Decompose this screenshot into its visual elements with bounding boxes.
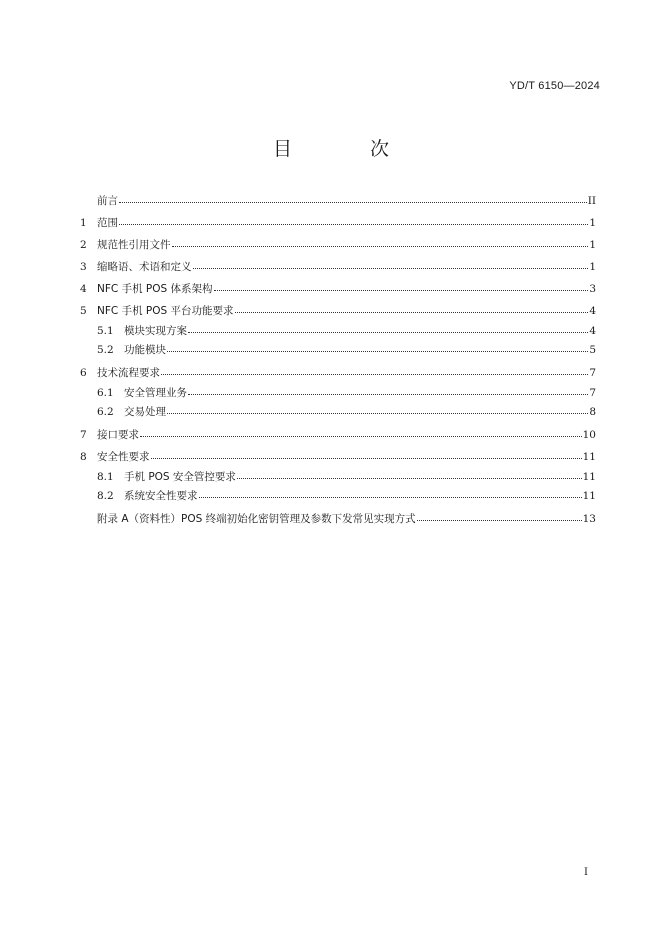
toc-entry[interactable]	[80, 234, 596, 256]
toc-entry[interactable]	[80, 362, 596, 384]
toc-entry-label: NFC 手机 POS 体系架构	[97, 283, 213, 295]
toc-entry-page-number: 11	[582, 451, 596, 463]
toc-entry-label: 附录 A（资料性）POS 终端初始化密钥管理及参数下发常见实现方式	[97, 513, 416, 525]
toc-entry-label: 技术流程要求	[97, 367, 160, 379]
toc-entry-label: 前言	[97, 195, 118, 207]
toc-entry-number: 8	[80, 451, 87, 463]
toc-entry-page-number: 4	[589, 325, 596, 337]
toc-entry[interactable]	[80, 403, 596, 422]
toc-entry-page-number: 13	[582, 513, 596, 525]
toc-entry-label: 模块实现方案	[124, 325, 187, 337]
toc-entry-page-number: 1	[589, 239, 596, 251]
toc-entry[interactable]	[80, 278, 596, 300]
toc-entry[interactable]	[80, 300, 596, 322]
toc-entry-label: 安全性要求	[97, 451, 150, 463]
toc-entry-label: 手机 POS 安全管控要求	[124, 471, 236, 483]
toc-dot-leader	[199, 489, 582, 499]
toc-entry[interactable]	[80, 424, 596, 446]
toc-entry-page-number: 3	[589, 283, 596, 295]
toc-entry-number: 4	[80, 283, 87, 295]
document-code: YD/T 6150—2024	[509, 80, 600, 92]
toc-entry-label: 规范性引用文件	[97, 239, 171, 251]
toc-entry-label: 系统安全性要求	[124, 490, 198, 502]
toc-entry-page-number: 5	[589, 344, 596, 356]
toc-entry[interactable]	[80, 341, 596, 360]
toc-entry[interactable]	[80, 384, 596, 403]
toc-dot-leader	[214, 282, 589, 292]
table-of-contents	[80, 190, 596, 530]
toc-dot-leader	[417, 512, 582, 522]
toc-entry-number: 5	[80, 305, 87, 317]
toc-dot-leader	[140, 428, 582, 438]
toc-entry-page-number: 1	[589, 217, 596, 229]
toc-dot-leader	[119, 194, 587, 204]
toc-dot-leader	[237, 470, 582, 480]
toc-entry[interactable]	[80, 508, 596, 530]
toc-entry-number: 2	[80, 239, 87, 251]
toc-entry-page-number: 8	[589, 406, 596, 418]
toc-entry-number: 5.2	[97, 344, 114, 356]
toc-entry[interactable]	[80, 487, 596, 506]
toc-entry-number: 6.2	[97, 406, 114, 418]
toc-title: 目 次	[272, 138, 426, 160]
toc-entry-label: 范围	[97, 217, 118, 229]
toc-dot-leader	[151, 450, 582, 460]
toc-entry-page-number: 7	[589, 387, 596, 399]
toc-entry-number: 6	[80, 367, 87, 379]
toc-entry[interactable]	[80, 256, 596, 278]
toc-entry-number: 6.1	[97, 387, 114, 399]
toc-entry[interactable]	[80, 468, 596, 487]
toc-entry[interactable]	[80, 446, 596, 468]
toc-dot-leader	[188, 324, 588, 334]
toc-dot-leader	[193, 260, 589, 270]
page-number: I	[584, 867, 588, 878]
toc-dot-leader	[119, 216, 588, 226]
toc-dot-leader	[188, 386, 588, 396]
toc-entry-page-number: 4	[589, 305, 596, 317]
toc-dot-leader	[235, 304, 589, 314]
toc-entry-page-number: 10	[582, 429, 596, 441]
toc-entry-number: 3	[80, 261, 87, 273]
toc-entry-label: 安全管理业务	[124, 387, 187, 399]
toc-entry-label: 功能模块	[124, 344, 166, 356]
toc-entry-label: 缩略语、术语和定义	[97, 261, 192, 273]
toc-entry-number: 5.1	[97, 325, 114, 337]
toc-entry-label: NFC 手机 POS 平台功能要求	[97, 305, 234, 317]
toc-entry[interactable]	[80, 212, 596, 234]
toc-entry-number: 1	[80, 217, 87, 229]
toc-entry-number: 8.2	[97, 490, 114, 502]
toc-entry[interactable]	[80, 322, 596, 341]
toc-entry-page-number: II	[587, 195, 596, 207]
toc-dot-leader	[167, 405, 588, 415]
toc-dot-leader	[167, 343, 588, 353]
toc-dot-leader	[161, 366, 588, 376]
toc-entry-page-number: 11	[582, 490, 596, 502]
toc-entry-number: 8.1	[97, 471, 114, 483]
toc-dot-leader	[172, 238, 589, 248]
toc-entry-page-number: 11	[582, 471, 596, 483]
toc-entry-number: 7	[80, 429, 87, 441]
toc-entry[interactable]	[80, 190, 596, 212]
toc-entry-page-number: 1	[589, 261, 596, 273]
toc-entry-page-number: 7	[589, 367, 596, 379]
toc-entry-label: 接口要求	[97, 429, 139, 441]
toc-entry-label: 交易处理	[124, 406, 166, 418]
